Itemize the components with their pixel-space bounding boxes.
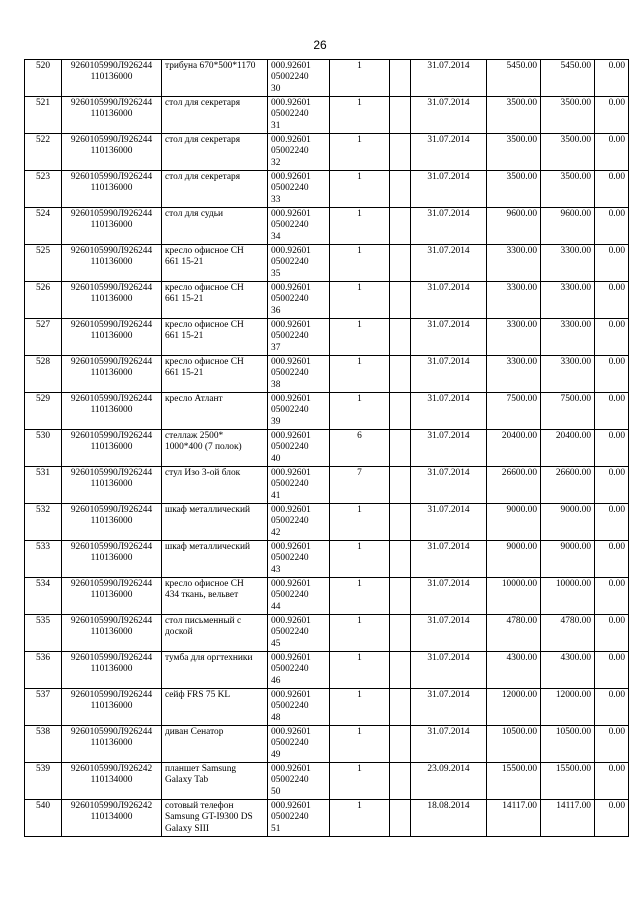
account-code: 000.92601 05002240 42 (268, 504, 330, 541)
row-number: 531 (25, 467, 62, 504)
acquisition-date: 18.08.2014 (411, 800, 487, 837)
residual-value: 0.00 (595, 319, 629, 356)
acquisition-date: 31.07.2014 (411, 430, 487, 467)
item-name: сотовый телефон Samsung GT-I9300 DS Galaxy SIII (162, 800, 268, 837)
acquisition-date: 31.07.2014 (411, 97, 487, 134)
account-code: 000.92601 05002240 48 (268, 689, 330, 726)
account-code: 000.92601 05002240 38 (268, 356, 330, 393)
empty-cell (390, 356, 411, 393)
quantity: 1 (330, 171, 390, 208)
residual-value: 0.00 (595, 800, 629, 837)
empty-cell (390, 615, 411, 652)
inventory-number: 9260105990Л926244 110136000 (62, 208, 162, 245)
acquisition-date: 31.07.2014 (411, 134, 487, 171)
table-row (25, 97, 629, 134)
book-value: 7500.00 (487, 393, 541, 430)
inventory-number: 9260105990Л926244 110136000 (62, 393, 162, 430)
book-value: 10000.00 (487, 578, 541, 615)
quantity: 1 (330, 615, 390, 652)
table-row (25, 541, 629, 578)
inventory-number: 9260105990Л926244 110136000 (62, 504, 162, 541)
account-code: 000.92601 05002240 49 (268, 726, 330, 763)
item-name: стеллаж 2500* 1000*400 (7 полок) (162, 430, 268, 467)
book-value: 15500.00 (487, 763, 541, 800)
residual-value: 0.00 (595, 467, 629, 504)
residual-value: 0.00 (595, 171, 629, 208)
item-name: кресло офисное СН 434 ткань, вельвет (162, 578, 268, 615)
row-number: 540 (25, 800, 62, 837)
inventory-number: 9260105990Л926244 110136000 (62, 467, 162, 504)
acquisition-date: 23.09.2014 (411, 763, 487, 800)
row-number: 526 (25, 282, 62, 319)
inventory-number: 9260105990Л926244 110136000 (62, 97, 162, 134)
residual-value: 0.00 (595, 726, 629, 763)
quantity: 1 (330, 319, 390, 356)
item-name: стол для секретаря (162, 171, 268, 208)
row-number: 533 (25, 541, 62, 578)
book-value: 4300.00 (487, 652, 541, 689)
inventory-number: 9260105990Л926244 110136000 (62, 689, 162, 726)
account-code: 000.92601 05002240 31 (268, 97, 330, 134)
depreciation: 3300.00 (541, 282, 595, 319)
row-number: 528 (25, 356, 62, 393)
acquisition-date: 31.07.2014 (411, 393, 487, 430)
item-name: стол для судьи (162, 208, 268, 245)
account-code: 000.92601 05002240 33 (268, 171, 330, 208)
table-row (25, 726, 629, 763)
inventory-number: 9260105990Л926244 110136000 (62, 245, 162, 282)
residual-value: 0.00 (595, 763, 629, 800)
book-value: 3500.00 (487, 97, 541, 134)
book-value: 5450.00 (487, 60, 541, 97)
quantity: 1 (330, 800, 390, 837)
quantity: 1 (330, 689, 390, 726)
account-code: 000.92601 05002240 37 (268, 319, 330, 356)
book-value: 3500.00 (487, 134, 541, 171)
depreciation: 9000.00 (541, 541, 595, 578)
row-number: 521 (25, 97, 62, 134)
book-value: 20400.00 (487, 430, 541, 467)
depreciation: 12000.00 (541, 689, 595, 726)
row-number: 534 (25, 578, 62, 615)
inventory-number: 9260105990Л926244 110136000 (62, 726, 162, 763)
account-code: 000.92601 05002240 43 (268, 541, 330, 578)
row-number: 524 (25, 208, 62, 245)
quantity: 7 (330, 467, 390, 504)
item-name: кресло офисное СН 661 15-21 (162, 282, 268, 319)
empty-cell (390, 97, 411, 134)
quantity: 1 (330, 578, 390, 615)
residual-value: 0.00 (595, 578, 629, 615)
empty-cell (390, 504, 411, 541)
depreciation: 9000.00 (541, 504, 595, 541)
inventory-number: 9260105990Л926242 110134000 (62, 800, 162, 837)
acquisition-date: 31.07.2014 (411, 356, 487, 393)
quantity: 1 (330, 726, 390, 763)
quantity: 1 (330, 763, 390, 800)
acquisition-date: 31.07.2014 (411, 652, 487, 689)
residual-value: 0.00 (595, 430, 629, 467)
row-number: 539 (25, 763, 62, 800)
book-value: 3300.00 (487, 319, 541, 356)
empty-cell (390, 134, 411, 171)
book-value: 3300.00 (487, 356, 541, 393)
acquisition-date: 31.07.2014 (411, 282, 487, 319)
table-row (25, 319, 629, 356)
row-number: 522 (25, 134, 62, 171)
residual-value: 0.00 (595, 393, 629, 430)
quantity: 1 (330, 282, 390, 319)
book-value: 3300.00 (487, 245, 541, 282)
table-row (25, 393, 629, 430)
acquisition-date: 31.07.2014 (411, 615, 487, 652)
empty-cell (390, 763, 411, 800)
residual-value: 0.00 (595, 208, 629, 245)
empty-cell (390, 60, 411, 97)
book-value: 14117.00 (487, 800, 541, 837)
row-number: 535 (25, 615, 62, 652)
empty-cell (390, 319, 411, 356)
residual-value: 0.00 (595, 689, 629, 726)
empty-cell (390, 430, 411, 467)
residual-value: 0.00 (595, 504, 629, 541)
account-code: 000.92601 05002240 46 (268, 652, 330, 689)
empty-cell (390, 171, 411, 208)
table-row (25, 171, 629, 208)
residual-value: 0.00 (595, 245, 629, 282)
inventory-number: 9260105990Л926244 110136000 (62, 60, 162, 97)
item-name: стол письменный с доской (162, 615, 268, 652)
empty-cell (390, 282, 411, 319)
item-name: диван Сенатор (162, 726, 268, 763)
quantity: 1 (330, 356, 390, 393)
item-name: стул Изо 3-ой блок (162, 467, 268, 504)
depreciation: 10000.00 (541, 578, 595, 615)
inventory-number: 9260105990Л926244 110136000 (62, 578, 162, 615)
page-number: 26 (313, 38, 327, 52)
table-row (25, 689, 629, 726)
quantity: 1 (330, 245, 390, 282)
account-code: 000.92601 05002240 50 (268, 763, 330, 800)
residual-value: 0.00 (595, 134, 629, 171)
residual-value: 0.00 (595, 615, 629, 652)
book-value: 9600.00 (487, 208, 541, 245)
table-body (25, 60, 629, 837)
table-row (25, 504, 629, 541)
item-name: кресло Атлант (162, 393, 268, 430)
row-number: 532 (25, 504, 62, 541)
empty-cell (390, 541, 411, 578)
table-row (25, 245, 629, 282)
inventory-number: 9260105990Л926244 110136000 (62, 430, 162, 467)
inventory-number: 9260105990Л926242 110134000 (62, 763, 162, 800)
residual-value: 0.00 (595, 541, 629, 578)
table-row (25, 467, 629, 504)
inventory-table (24, 59, 629, 837)
depreciation: 3300.00 (541, 356, 595, 393)
inventory-number: 9260105990Л926244 110136000 (62, 134, 162, 171)
acquisition-date: 31.07.2014 (411, 467, 487, 504)
residual-value: 0.00 (595, 652, 629, 689)
item-name: трибуна 670*500*1170 (162, 60, 268, 97)
account-code: 000.92601 05002240 41 (268, 467, 330, 504)
book-value: 3300.00 (487, 282, 541, 319)
residual-value: 0.00 (595, 356, 629, 393)
quantity: 1 (330, 97, 390, 134)
row-number: 523 (25, 171, 62, 208)
item-name: тумба для оргтехники (162, 652, 268, 689)
item-name: кресло офисное СН 661 15-21 (162, 245, 268, 282)
inventory-number: 9260105990Л926244 110136000 (62, 541, 162, 578)
table-row (25, 430, 629, 467)
item-name: кресло офисное СН 661 15-21 (162, 356, 268, 393)
acquisition-date: 31.07.2014 (411, 171, 487, 208)
book-value: 9000.00 (487, 541, 541, 578)
empty-cell (390, 578, 411, 615)
depreciation: 4780.00 (541, 615, 595, 652)
acquisition-date: 31.07.2014 (411, 504, 487, 541)
table-row (25, 615, 629, 652)
account-code: 000.92601 05002240 51 (268, 800, 330, 837)
item-name: стол для секретаря (162, 97, 268, 134)
depreciation: 3500.00 (541, 134, 595, 171)
book-value: 12000.00 (487, 689, 541, 726)
depreciation: 3300.00 (541, 245, 595, 282)
row-number: 538 (25, 726, 62, 763)
empty-cell (390, 726, 411, 763)
book-value: 9000.00 (487, 504, 541, 541)
depreciation: 3500.00 (541, 171, 595, 208)
residual-value: 0.00 (595, 60, 629, 97)
table-row (25, 578, 629, 615)
acquisition-date: 31.07.2014 (411, 319, 487, 356)
depreciation: 3500.00 (541, 97, 595, 134)
quantity: 1 (330, 393, 390, 430)
depreciation: 20400.00 (541, 430, 595, 467)
inventory-number: 9260105990Л926244 110136000 (62, 282, 162, 319)
table-row (25, 800, 629, 837)
residual-value: 0.00 (595, 97, 629, 134)
depreciation: 26600.00 (541, 467, 595, 504)
depreciation: 9600.00 (541, 208, 595, 245)
residual-value: 0.00 (595, 282, 629, 319)
table-row (25, 282, 629, 319)
table-row (25, 134, 629, 171)
book-value: 26600.00 (487, 467, 541, 504)
table-row (25, 763, 629, 800)
acquisition-date: 31.07.2014 (411, 726, 487, 763)
acquisition-date: 31.07.2014 (411, 541, 487, 578)
quantity: 1 (330, 60, 390, 97)
quantity: 6 (330, 430, 390, 467)
empty-cell (390, 689, 411, 726)
item-name: шкаф металлический (162, 541, 268, 578)
quantity: 1 (330, 541, 390, 578)
row-number: 525 (25, 245, 62, 282)
item-name: стол для секретаря (162, 134, 268, 171)
depreciation: 10500.00 (541, 726, 595, 763)
inventory-number: 9260105990Л926244 110136000 (62, 615, 162, 652)
acquisition-date: 31.07.2014 (411, 689, 487, 726)
empty-cell (390, 393, 411, 430)
empty-cell (390, 467, 411, 504)
account-code: 000.92601 05002240 39 (268, 393, 330, 430)
row-number: 530 (25, 430, 62, 467)
table-row (25, 356, 629, 393)
acquisition-date: 31.07.2014 (411, 208, 487, 245)
quantity: 1 (330, 652, 390, 689)
inventory-number: 9260105990Л926244 110136000 (62, 319, 162, 356)
empty-cell (390, 245, 411, 282)
depreciation: 3300.00 (541, 319, 595, 356)
account-code: 000.92601 05002240 32 (268, 134, 330, 171)
depreciation: 7500.00 (541, 393, 595, 430)
empty-cell (390, 800, 411, 837)
table-row (25, 652, 629, 689)
account-code: 000.92601 05002240 35 (268, 245, 330, 282)
item-name: кресло офисное СН 661 15-21 (162, 319, 268, 356)
quantity: 1 (330, 208, 390, 245)
depreciation: 15500.00 (541, 763, 595, 800)
row-number: 520 (25, 60, 62, 97)
account-code: 000.92601 05002240 45 (268, 615, 330, 652)
depreciation: 4300.00 (541, 652, 595, 689)
row-number: 527 (25, 319, 62, 356)
book-value: 4780.00 (487, 615, 541, 652)
empty-cell (390, 652, 411, 689)
inventory-number: 9260105990Л926244 110136000 (62, 171, 162, 208)
row-number: 537 (25, 689, 62, 726)
row-number: 529 (25, 393, 62, 430)
quantity: 1 (330, 134, 390, 171)
inventory-number: 9260105990Л926244 110136000 (62, 356, 162, 393)
book-value: 10500.00 (487, 726, 541, 763)
table-row (25, 60, 629, 97)
empty-cell (390, 208, 411, 245)
acquisition-date: 31.07.2014 (411, 60, 487, 97)
account-code: 000.92601 05002240 44 (268, 578, 330, 615)
account-code: 000.92601 05002240 36 (268, 282, 330, 319)
table-row (25, 208, 629, 245)
depreciation: 14117.00 (541, 800, 595, 837)
item-name: сейф FRS 75 KL (162, 689, 268, 726)
book-value: 3500.00 (487, 171, 541, 208)
row-number: 536 (25, 652, 62, 689)
item-name: шкаф металлический (162, 504, 268, 541)
acquisition-date: 31.07.2014 (411, 245, 487, 282)
depreciation: 5450.00 (541, 60, 595, 97)
account-code: 000.92601 05002240 34 (268, 208, 330, 245)
acquisition-date: 31.07.2014 (411, 578, 487, 615)
item-name: планшет Samsung Galaxy Tab (162, 763, 268, 800)
quantity: 1 (330, 504, 390, 541)
inventory-number: 9260105990Л926244 110136000 (62, 652, 162, 689)
account-code: 000.92601 05002240 40 (268, 430, 330, 467)
account-code: 000.92601 05002240 30 (268, 60, 330, 97)
